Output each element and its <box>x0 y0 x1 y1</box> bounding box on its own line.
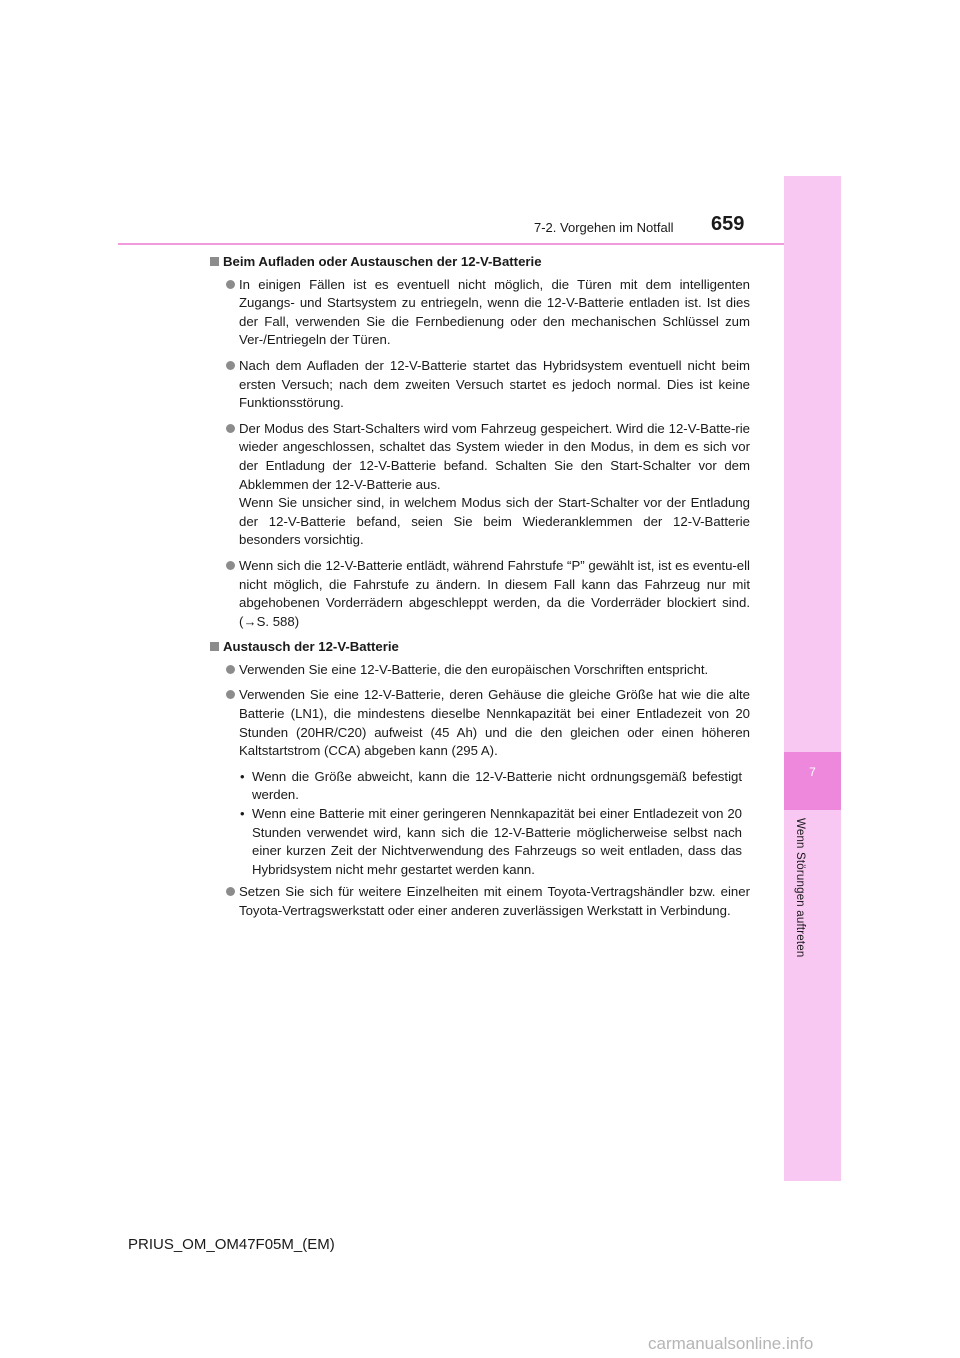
chapter-label: Wenn Störungen auftreten <box>794 818 806 958</box>
chapter-title: 7-2. Vorgehen im Notfall <box>534 220 674 235</box>
sub-list-item-text: Wenn eine Batterie mit einer geringeren Nennkapazität bei einer Entladezeit von 20 Stunden verwendet wird, kann sich die 12-V-Batterie möglicherweise selbst nach einer kurzen Zeit der Nichtverwendung des Fahrzeugs so weit entladen, dass das Hybridsystem nicht mehr gestartet werden kann. <box>252 806 742 877</box>
circle-bullet-icon <box>226 665 235 674</box>
page-content <box>209 253 750 928</box>
list-item <box>209 686 750 760</box>
list-item <box>209 357 750 413</box>
list-item-continuation: Wenn Sie unsicher sind, in welchem Modus sich der Start-Schalter vor der Entladung der 12-V-Batterie befand, seien Sie beim Wiederanklemmen der 12-V-Batterie besonders vorsichtig. <box>239 495 750 548</box>
document-id: PRIUS_OM_OM47F05M_(EM) <box>128 1236 335 1253</box>
circle-bullet-icon <box>226 280 235 289</box>
circle-bullet-icon <box>226 561 235 570</box>
circle-bullet-icon <box>226 424 235 433</box>
page-number: 659 <box>711 213 745 235</box>
list-item-text: Nach dem Aufladen der 12-V-Batterie startet das Hybridsystem eventuell nicht beim ersten Versuch; nach dem zweiten Versuch startet es jedoch normal. Dies ist keine Funktionsstörung. <box>239 357 750 411</box>
chapter-number: 7 <box>784 752 841 810</box>
list-item-text: Verwenden Sie eine 12-V-Batterie, die den europäischen Vorschriften entspricht. <box>239 661 709 677</box>
sub-list <box>209 768 750 880</box>
circle-bullet-icon <box>226 361 235 370</box>
sub-list-item-text: Wenn die Größe abweicht, kann die 12-V-Batterie nicht ordnungsgemäß befestigt werden. <box>252 768 742 803</box>
section-heading <box>209 253 750 272</box>
circle-bullet-icon <box>226 887 235 896</box>
list-item <box>209 276 750 350</box>
sub-list-item <box>209 768 742 805</box>
circle-bullet-icon <box>226 690 235 699</box>
sub-list-item <box>209 805 742 879</box>
watermark: carmanualsonline.info <box>648 1334 814 1353</box>
chapter-side-tab <box>784 176 841 1181</box>
small-dot-icon: • <box>240 806 245 822</box>
list-item <box>209 883 750 920</box>
section-heading <box>209 638 750 657</box>
list-item <box>209 420 750 550</box>
header-divider <box>118 243 784 245</box>
square-bullet-icon <box>210 642 219 651</box>
list-item-text: Verwenden Sie eine 12-V-Batterie, deren Gehäuse die gleiche Größe hat wie die alte Batterie (LN1), die mindestens dieselbe Nennkapazität bei einer Entladezeit von 20 Stunden (20HR/C20) aufweist (45 Ah) und die den gleichen oder einen höheren Kaltstartstrom (CCA) abgeben kann (295 A). <box>239 687 750 759</box>
list-item-text: Wenn sich die 12-V-Batterie entlädt, während Fahrstufe “P” gewählt ist, ist es eventu-ell nicht möglich, die Fahrstufe zu ändern. In diesem Fall kann das Fahrzeug nur mit abgehobenen Vorderrädern abgeschleppt werden, da die Vorderräder blockiert sind. (→S. 588) <box>239 557 750 629</box>
list-item-text: Setzen Sie sich für weitere Einzelheiten mit einem Toyota-Vertragshändler bzw. einer Toyota-Vertragswerkstatt oder einer anderen zuverlässigen Werkstatt in Verbindung. <box>239 884 750 918</box>
list-item-text: Der Modus des Start-Schalters wird vom Fahrzeug gespeichert. Wird die 12-V-Batte-rie wieder angeschlossen, schaltet das System wieder in den Modus, in dem es sich vor der Entladung der 12-V-Batterie befand. Schalten Sie den Start-Schalter vor dem Abklemmen der 12-V-Batterie aus. <box>239 420 750 492</box>
section-heading-text: Beim Aufladen oder Austauschen der 12-V-Batterie <box>223 254 542 269</box>
list-item <box>209 557 750 631</box>
list-item <box>209 661 750 680</box>
list-item-text: In einigen Fällen ist es eventuell nicht möglich, die Türen mit dem intelligenten Zugangs- und Startsystem zu entriegeln, wenn die 12-V-Batterie entladen ist. Ist dies der Fall, verwenden Sie die Fernbedienung oder den mechanischen Schlüssel zum Ver-/Entriegeln der Türen. <box>239 276 750 348</box>
square-bullet-icon <box>210 257 219 266</box>
small-dot-icon: • <box>240 768 245 784</box>
section-heading-text: Austausch der 12-V-Batterie <box>223 639 399 655</box>
